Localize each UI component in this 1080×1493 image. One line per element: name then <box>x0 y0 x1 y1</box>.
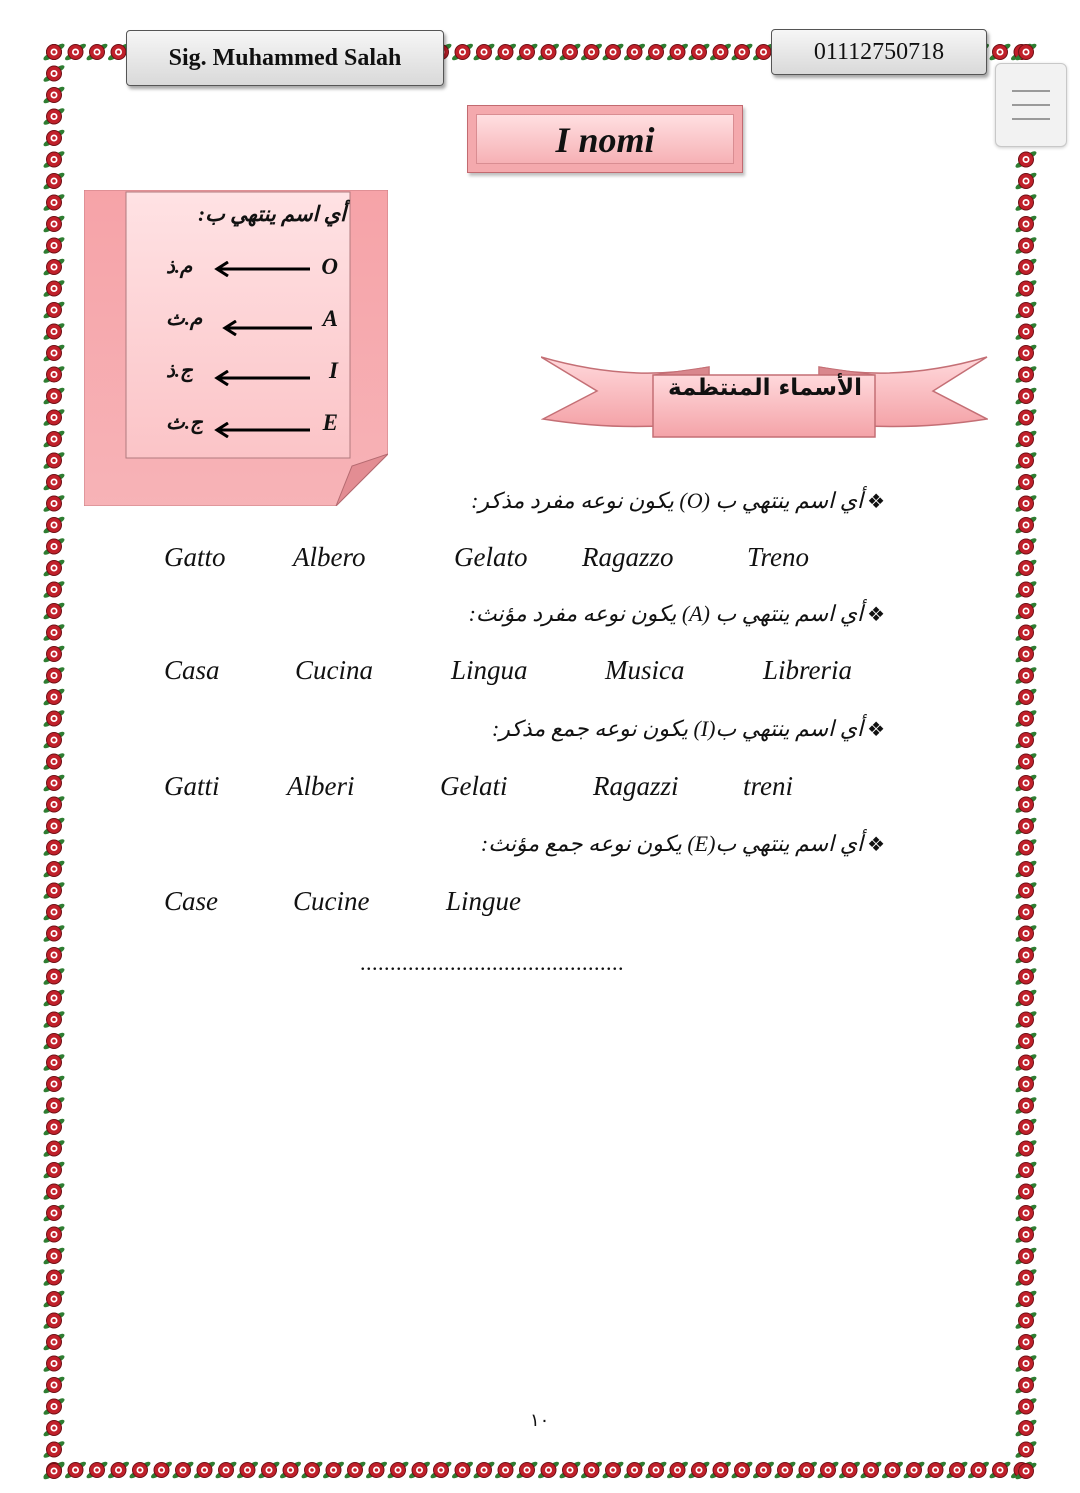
note-letter: A <box>322 306 338 331</box>
left-arrow-icon <box>214 422 310 438</box>
dotted-line: ............................................ <box>360 950 624 975</box>
example-word: Lingua <box>451 655 528 685</box>
example-word: Alberi <box>287 771 355 801</box>
note-meaning: ج.ث <box>166 412 203 434</box>
phone-number-box: 01112750718 <box>771 29 987 75</box>
rule-line <box>469 601 885 627</box>
rule-letter: (A) <box>681 601 710 626</box>
rule-text: يكون نوعه جمع مؤنث: <box>480 831 682 856</box>
example-word: Gatto <box>164 542 226 572</box>
note-row <box>128 306 350 336</box>
example-word: treni <box>743 771 793 801</box>
left-arrow-icon <box>214 370 310 386</box>
note-meaning: ج.ذ <box>166 360 193 382</box>
diamond-bullet-icon: ❖ <box>867 604 885 626</box>
example-word: Ragazzi <box>593 771 679 801</box>
example-word: Albero <box>293 542 366 572</box>
rule-text: أي اسم ينتهي ب <box>715 716 864 741</box>
note-meaning: م.ذ <box>166 256 193 278</box>
rule-text: يكون نوعه مفرد مؤنث: <box>468 601 677 626</box>
diamond-bullet-icon: ❖ <box>867 834 885 856</box>
note-meaning: م.ث <box>166 308 203 330</box>
rule-letter: (I) <box>693 716 716 741</box>
diamond-bullet-icon: ❖ <box>867 491 885 513</box>
rule-letter: (E) <box>687 831 716 856</box>
example-word: Case <box>164 886 218 916</box>
note-letter: I <box>329 358 338 383</box>
rule-line <box>471 488 885 514</box>
rule-letter: (O) <box>679 488 710 513</box>
note-row <box>128 254 350 284</box>
rule-text: أي اسم ينتهي ب <box>715 488 864 513</box>
rule-text: أي اسم ينتهي ب <box>715 831 864 856</box>
flower-border-left <box>42 40 66 1482</box>
flower-border-right <box>1014 40 1038 1482</box>
flower-border-bottom <box>42 1458 1038 1482</box>
example-word: Libreria <box>763 655 853 685</box>
hamburger-menu-icon[interactable] <box>995 63 1067 147</box>
teacher-name-box: Sig. Muhammed Salah <box>126 30 444 86</box>
diamond-bullet-icon: ❖ <box>867 719 885 741</box>
ending-rules-note <box>84 190 388 506</box>
example-word: Gatti <box>164 771 220 801</box>
title-plaque <box>467 105 743 173</box>
example-word: Gelati <box>440 771 508 801</box>
rule-line <box>492 716 885 742</box>
example-word: Casa <box>164 655 220 685</box>
page-title: I nomi <box>476 114 734 164</box>
left-arrow-icon <box>214 261 310 277</box>
example-word: Lingue <box>446 886 522 916</box>
page-number: ١٠ <box>530 1410 550 1430</box>
note-row <box>128 358 350 388</box>
example-word: Musica <box>605 655 685 685</box>
example-word: Ragazzo <box>582 542 674 572</box>
example-word: Gelato <box>454 542 528 572</box>
rule-text: يكون نوعه جمع مذكر: <box>491 716 688 741</box>
note-letter: O <box>321 254 338 279</box>
example-word: Cucine <box>293 886 370 916</box>
note-row <box>128 410 350 440</box>
rule-text: يكون نوعه مفرد مذكر: <box>471 488 674 513</box>
note-letter: E <box>322 410 338 435</box>
section-ribbon <box>541 355 988 439</box>
left-arrow-icon <box>222 320 318 336</box>
ribbon-title: الأسماء المنتظمة <box>668 375 862 401</box>
rule-line <box>481 831 885 857</box>
rule-text: أي اسم ينتهي ب <box>715 601 864 626</box>
example-word: Treno <box>747 542 810 572</box>
note-heading: أي اسم ينتهي ب: <box>198 202 346 226</box>
example-word: Cucina <box>295 655 373 685</box>
